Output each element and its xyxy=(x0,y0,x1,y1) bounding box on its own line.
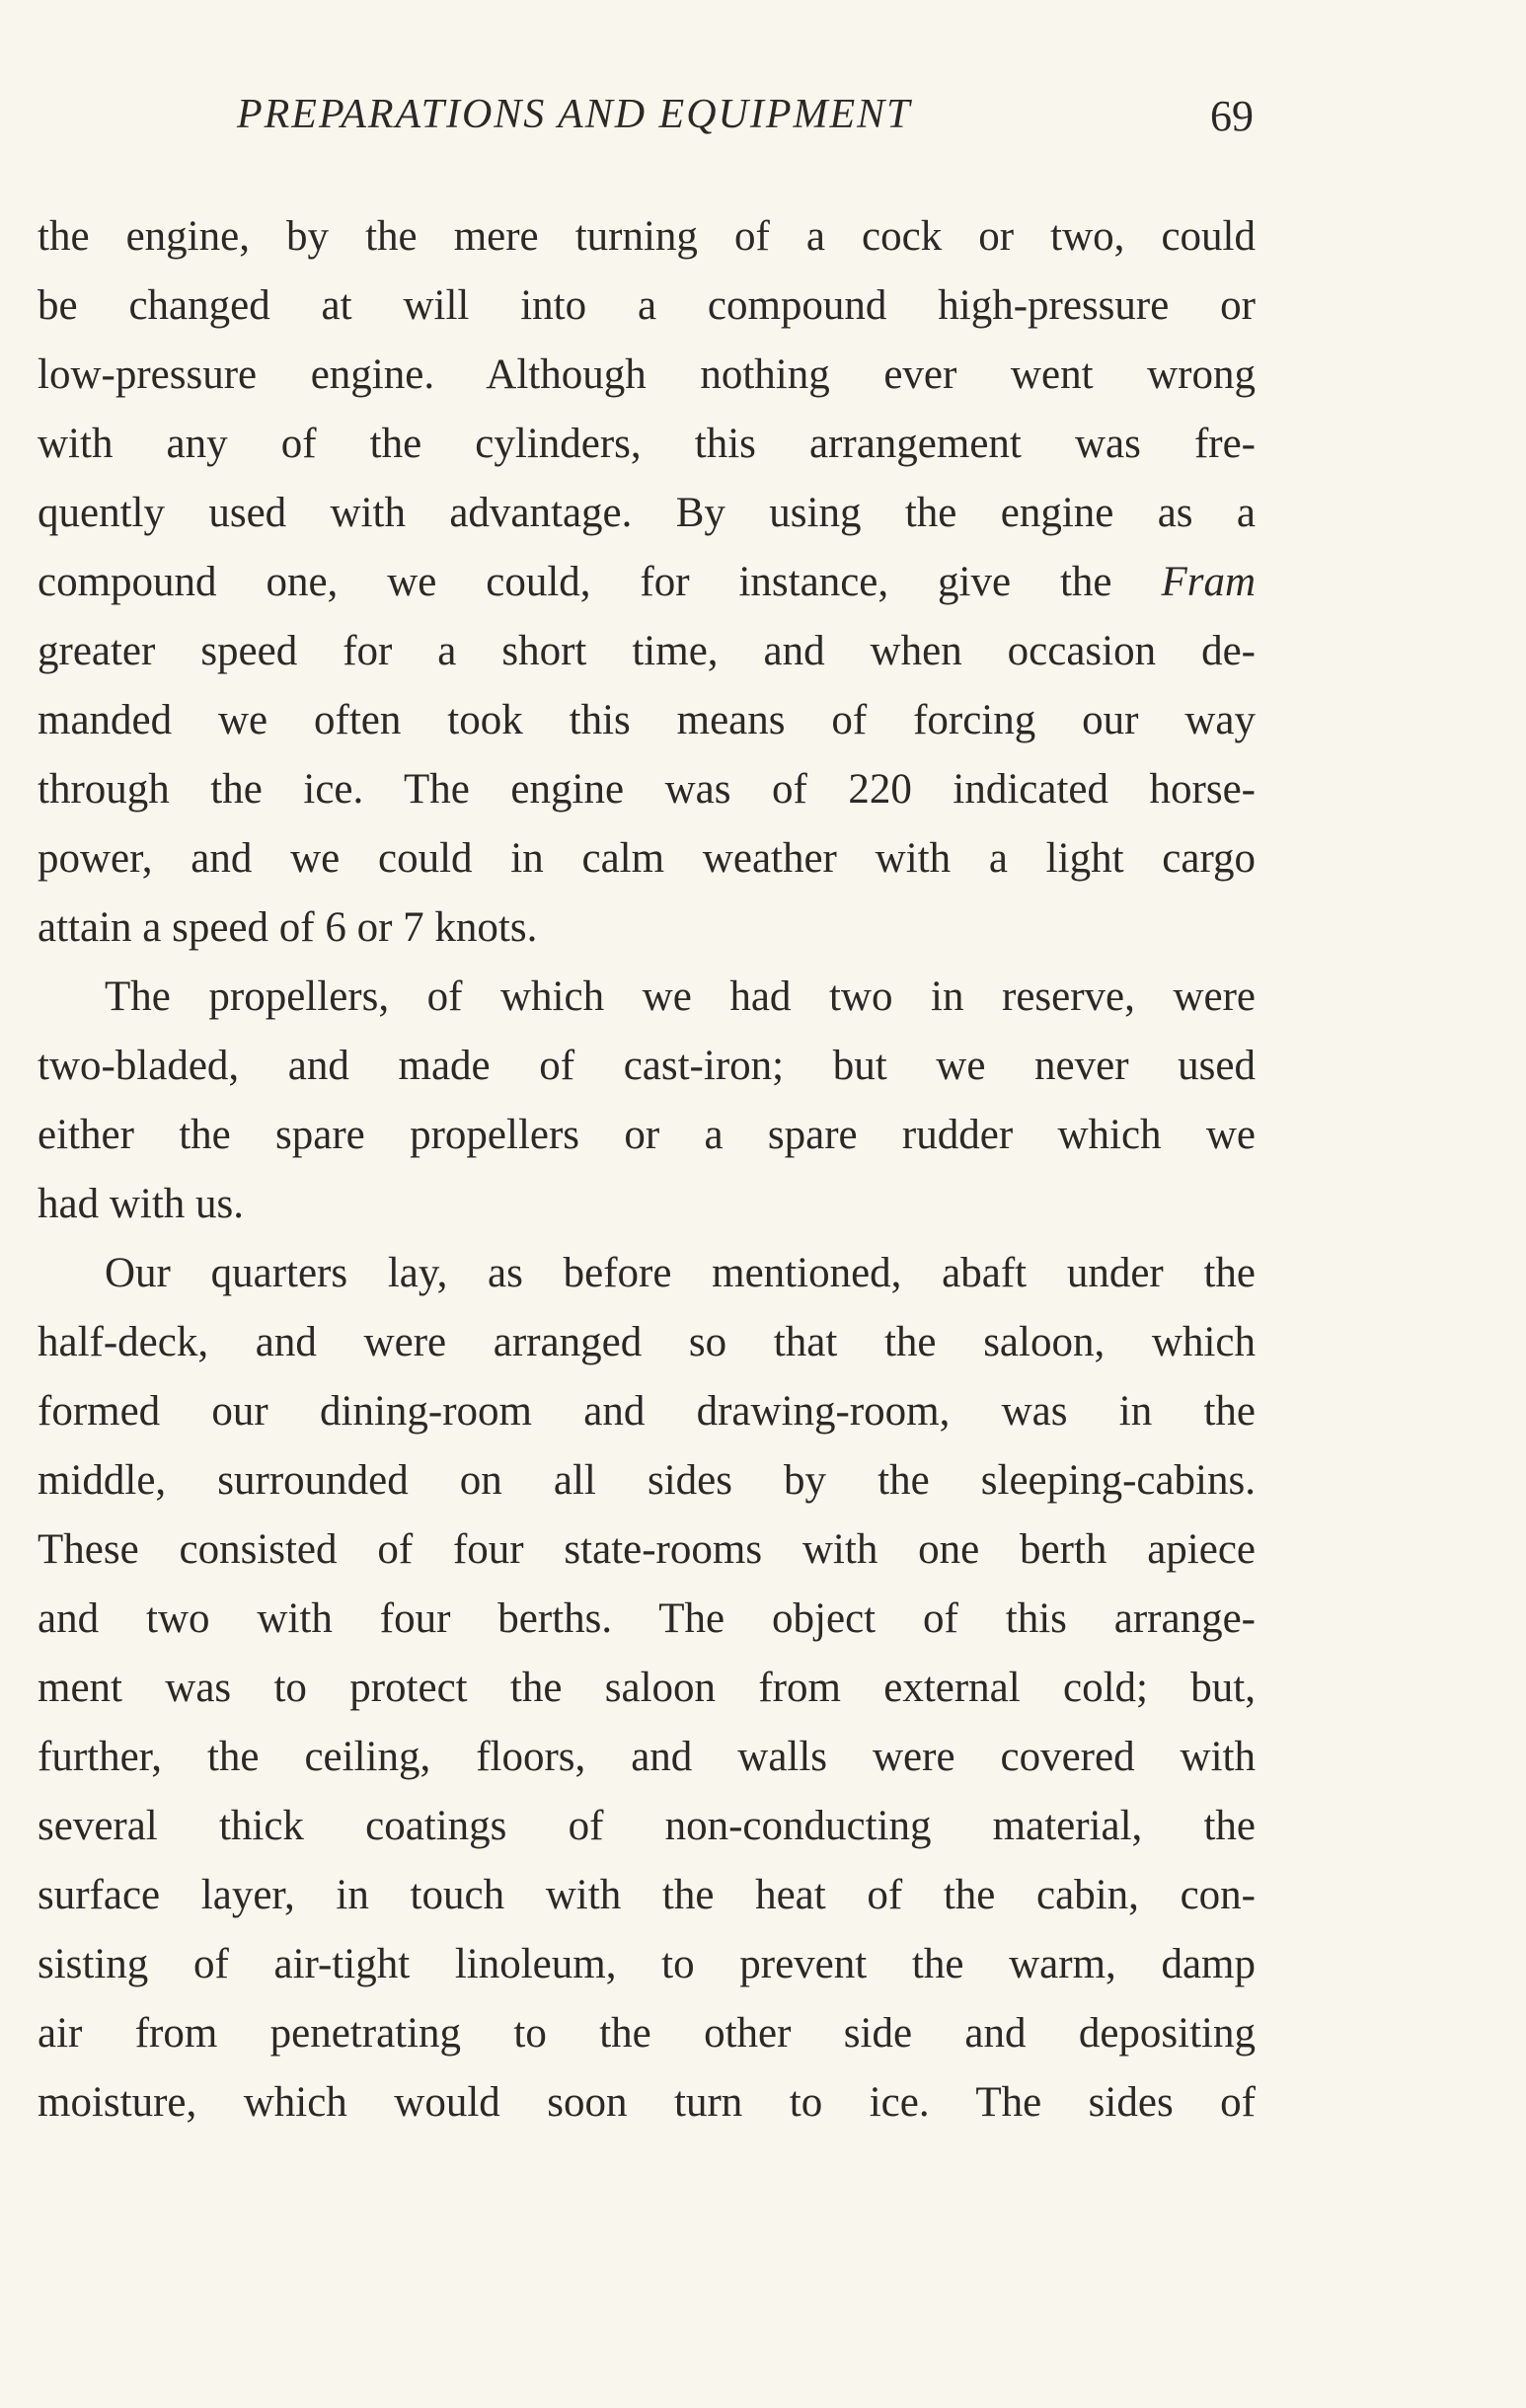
text-line: half-deck, and were arranged so that the saloon, which xyxy=(38,1319,1256,1365)
text-line: the engine, by the mere turning of a cock or two, could xyxy=(38,213,1256,260)
text-line-with-ship-name xyxy=(38,548,1256,617)
text-line: surface layer, in touch with the heat of the cabin, con- xyxy=(38,1872,1256,1918)
text-line: through the ice. The engine was of 220 indicated horse- xyxy=(38,766,1256,813)
text-line: and two with four berths. The object of this arrange- xyxy=(38,1595,1256,1642)
running-title: PREPARATIONS AND EQUIPMENT xyxy=(237,92,912,137)
text-line: greater speed for a short time, and when occasion de- xyxy=(38,628,1256,674)
paragraph-start-line: The propellers, of which we had two in reserve, were xyxy=(105,973,1256,1020)
text-line: moisture, which would soon turn to ice. The sides of xyxy=(38,2079,1256,2126)
text-line: sisting of air-tight linoleum, to prevent the warm, damp xyxy=(38,1941,1256,1987)
text-line: power, and we could in calm weather with a light cargo xyxy=(38,835,1256,882)
text-line: ment was to protect the saloon from external cold; but, xyxy=(38,1665,1256,1711)
text-line: air from penetrating to the other side and depositing xyxy=(38,2010,1256,2057)
text-line: low-pressure engine. Although nothing ever went wrong xyxy=(38,351,1256,398)
text-line: attain a speed of 6 or 7 knots. xyxy=(38,904,538,951)
text-line: several thick coatings of non-conducting material, the xyxy=(38,1803,1256,1849)
text-line: had with us. xyxy=(38,1181,245,1227)
page-number: 69 xyxy=(1210,92,1254,140)
ship-name: Fram xyxy=(1161,559,1256,605)
paragraph-start-line: Our quarters lay, as before mentioned, abaft under the xyxy=(105,1250,1256,1296)
text-line: middle, surrounded on all sides by the sleeping-cabins. xyxy=(38,1457,1256,1504)
page-header xyxy=(39,91,1254,150)
text-line: be changed at will into a compound high-pressure or xyxy=(38,282,1256,329)
text-line: two-bladed, and made of cast-iron; but we never used xyxy=(38,1043,1256,1089)
text-line: further, the ceiling, floors, and walls were covered with xyxy=(38,1734,1256,1780)
text-line: formed our dining-room and drawing-room, was in the xyxy=(38,1388,1256,1435)
body-text xyxy=(38,202,1256,2137)
text-line: quently used with advantage. By using the engine as a xyxy=(38,490,1256,536)
text-line: either the spare propellers or a spare rudder which we xyxy=(38,1112,1256,1158)
text-line: manded we often took this means of forcing our way xyxy=(38,697,1256,743)
text-line: with any of the cylinders, this arrangement was fre- xyxy=(38,421,1256,467)
text-segment: compound one, we could, for instance, give the xyxy=(38,559,1112,605)
text-line: These consisted of four state-rooms with one berth apiece xyxy=(38,1526,1256,1573)
